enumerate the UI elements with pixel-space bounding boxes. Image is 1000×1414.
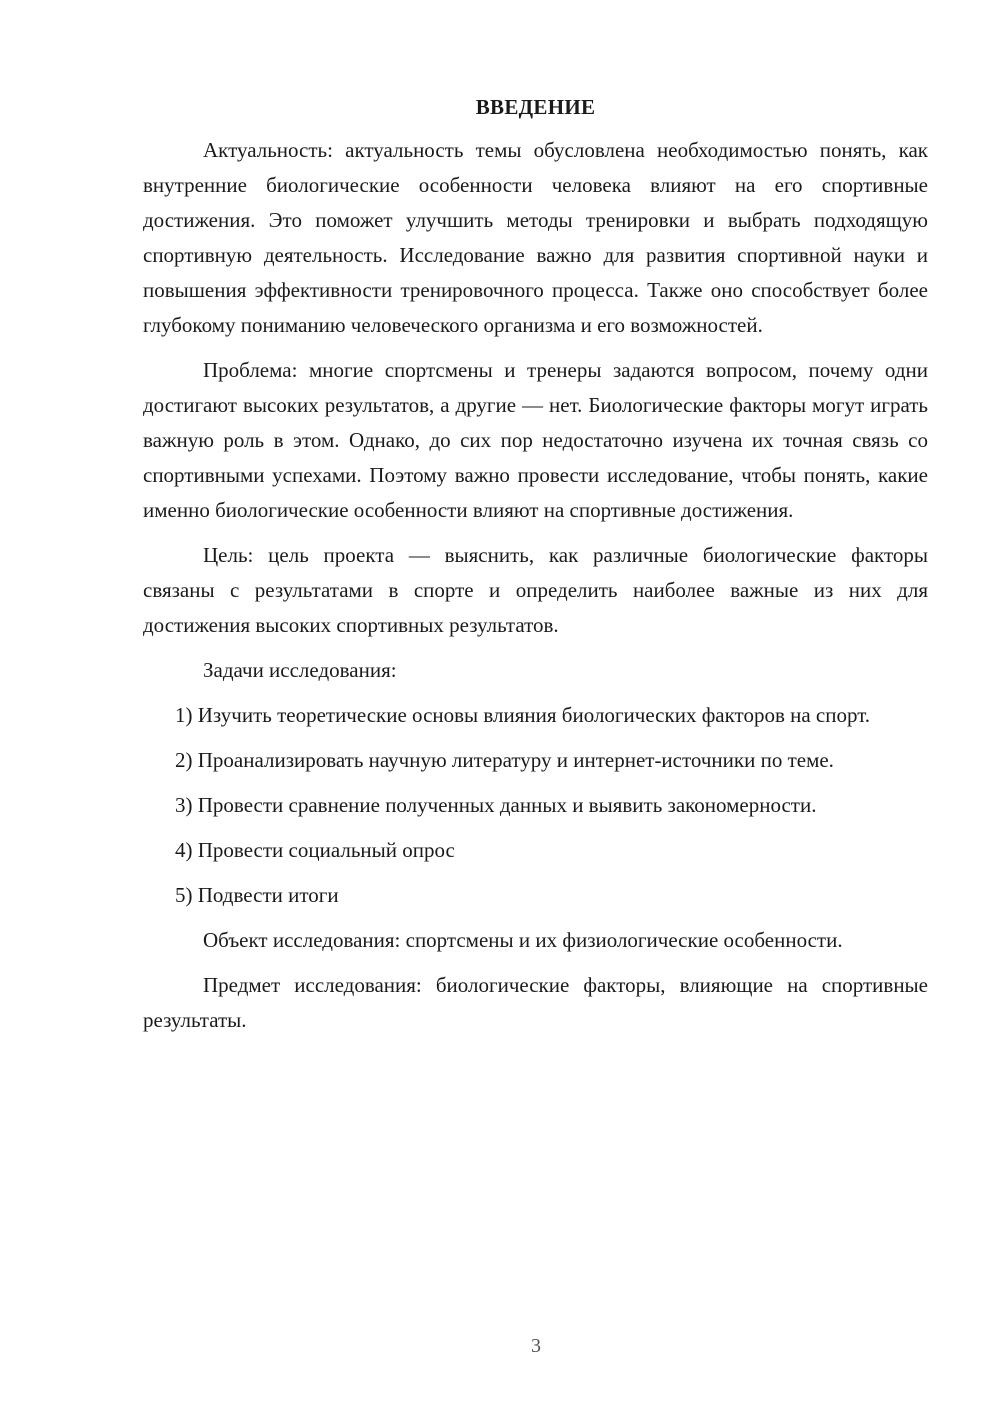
tasks-heading: Задачи исследования: [203,658,397,682]
task-item-3: 3) Провести сравнение полученных данных и выявить закономерности. [175,793,817,817]
task-item-4: 4) Провести социальный опрос [175,838,455,862]
task-item-2: 2) Проанализировать научную литературу и интернет-источники по теме. [175,748,834,772]
paragraph-subject: Предмет исследования: биологические факторы, влияющие на спортивные результаты. [143,973,928,1032]
paragraph-problem: Проблема: многие спортсмены и тренеры задаются вопросом, почему одни достигают высоких результатов, а другие — нет. Биологические факторы могут играть важную роль в этом. Однако, до сих пор недостаточно изучена их точная связь со спортивными успехами. Поэтому важно провести исследование, чтобы понять, какие именно биологические особенности влияют на спортивные достижения. [143,358,928,522]
paragraph-relevance: Актуальность: актуальность темы обусловлена необходимостью понять, как внутренние биологические особенности человека влияют на его спортивные достижения. Это поможет улучшить методы тренировки и выбрать подходящую спортивную деятельность. Исследование важно для развития спортивной науки и повышения эффективности тренировочного процесса. Также оно способствует более глубокому пониманию человеческого организма и его возможностей. [143,138,928,337]
task-item-1: 1) Изучить теоретические основы влияния биологических факторов на спорт. [175,703,871,727]
paragraph-object: Объект исследования: спортсмены и их физиологические особенности. [203,928,843,952]
document-page [143,90,928,1048]
section-title: ВВЕДЕНИЕ [475,95,596,119]
task-item-5: 5) Подвести итоги [175,883,339,907]
page-number: 3 [531,1335,541,1357]
paragraph-goal: Цель: цель проекта — выяснить, как различные биологические факторы связаны с результатами в спорте и определить наиболее важные из них для достижения высоких спортивных результатов. [143,543,928,637]
